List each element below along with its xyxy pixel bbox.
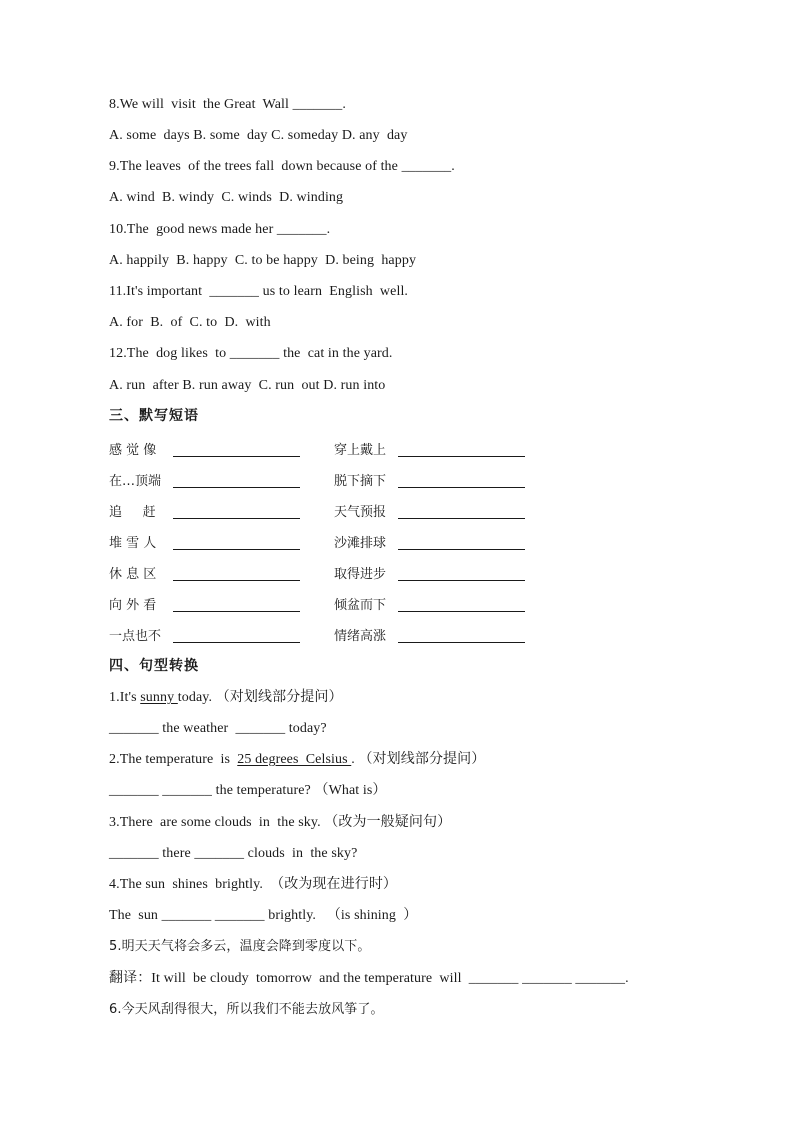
transform-q2-answer: _______ _______ the temperature? （What is）: [109, 783, 387, 798]
transform-q1-stem: 1.It's sunny today. （对划线部分提问）: [109, 690, 343, 705]
answer-blank[interactable]: [398, 471, 525, 488]
translation-q5-stem: 5.明天天气将会多云，温度会降到零度以下。: [109, 939, 371, 954]
answer-blank[interactable]: [173, 440, 300, 457]
transform-q3-stem: 3.There are some clouds in the sky. （改为一般疑问句）: [109, 815, 452, 830]
answer-blank[interactable]: [173, 564, 300, 581]
answer-blank[interactable]: [173, 502, 300, 519]
phrase-label: 感 觉 像: [109, 443, 157, 458]
phrase-label: 一点也不: [109, 629, 162, 644]
phrase-label: 取得进步: [334, 567, 387, 582]
phrase-label: 追 赶: [109, 505, 156, 520]
underlined-phrase: 25 degrees Celsius: [237, 752, 352, 767]
phrase-label: 情绪高涨: [334, 629, 387, 644]
transform-q4-stem: 4.The sun shines brightly. （改为现在进行时）: [109, 877, 398, 892]
answer-blank[interactable]: [398, 440, 525, 457]
question-9-stem: 9.The leaves of the trees fall down because of the _______.: [109, 159, 455, 174]
phrase-label: 在…顶端: [109, 474, 162, 489]
phrase-row: [109, 562, 539, 584]
answer-blank[interactable]: [173, 471, 300, 488]
answer-blank[interactable]: [173, 595, 300, 612]
phrase-row: [109, 438, 539, 460]
translation-q6-stem: 6.今天风刮得很大，所以我们不能去放风筝了。: [109, 1002, 384, 1017]
question-11-options: A. for B. of C. to D. with: [109, 315, 271, 330]
transform-q2-stem: 2.The temperature is 25 degrees Celsius . （对划线部分提问）: [109, 752, 486, 767]
answer-blank[interactable]: [398, 626, 525, 643]
answer-blank[interactable]: [398, 564, 525, 581]
phrase-row: [109, 469, 539, 491]
question-8-stem: 8.We will visit the Great Wall _______.: [109, 97, 346, 112]
phrase-label: 堆 雪 人: [109, 536, 157, 551]
translation-q5-answer: 翻译：It will be cloudy tomorrow and the temperature will _______ _______ _______.: [109, 971, 629, 986]
answer-blank[interactable]: [398, 595, 525, 612]
phrase-row: [109, 531, 539, 553]
transform-q1-answer: _______ the weather _______ today?: [109, 721, 327, 736]
phrase-row: [109, 500, 539, 522]
phrase-label: 休 息 区: [109, 567, 157, 582]
question-10-options: A. happily B. happy C. to be happy D. being happy: [109, 253, 417, 268]
phrase-label: 脱下摘下: [334, 474, 387, 489]
question-11-stem: 11.It's important _______ us to learn English well.: [109, 284, 409, 299]
phrase-label: 天气预报: [334, 505, 387, 520]
question-9-options: A. wind B. windy C. winds D. winding: [109, 190, 344, 205]
answer-blank[interactable]: [398, 533, 525, 550]
answer-blank[interactable]: [173, 626, 300, 643]
answer-blank[interactable]: [398, 502, 525, 519]
phrase-label: 穿上戴上: [334, 443, 387, 458]
phrase-label: 沙滩排球: [334, 536, 387, 551]
transform-q4-answer: The sun _______ _______ brightly. （is shining ）: [109, 908, 418, 923]
underlined-word: sunny: [140, 690, 178, 705]
question-10-stem: 10.The good news made her _______.: [109, 222, 331, 237]
phrase-label: 倾盆而下: [334, 598, 387, 613]
question-12-options: A. run after B. run away C. run out D. run into: [109, 378, 386, 393]
phrase-label: 向 外 看: [109, 598, 157, 613]
question-8-options: A. some days B. some day C. someday D. any day: [109, 128, 408, 143]
section-4-title: 四、句型转换: [109, 658, 199, 674]
question-12-stem: 12.The dog likes to _______ the cat in the yard.: [109, 346, 393, 361]
phrase-row: [109, 624, 539, 646]
answer-blank[interactable]: [173, 533, 300, 550]
phrase-row: [109, 593, 539, 615]
transform-q3-answer: _______ there _______ clouds in the sky?: [109, 846, 358, 861]
section-3-title: 三、默写短语: [109, 408, 199, 424]
